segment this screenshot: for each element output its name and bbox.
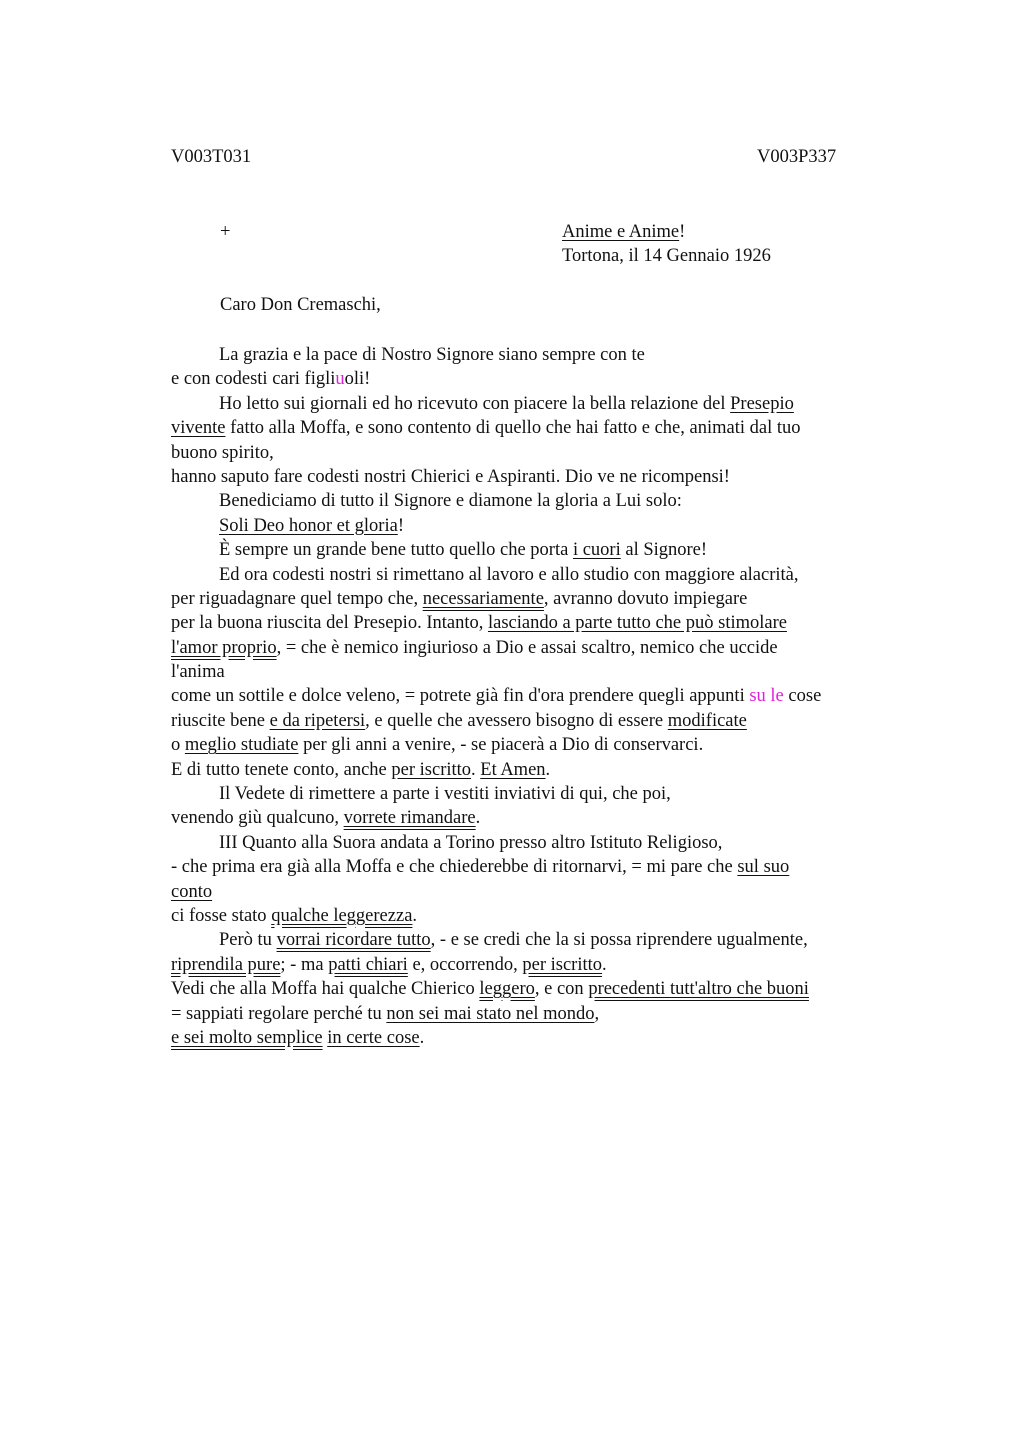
text-run: , = che è nemico ingiurioso a Dio e assai scaltro, nemico che uccide xyxy=(276,637,778,658)
text-run: Ed ora codesti nostri si rimettano al lavoro e allo studio con maggiore alacrità, xyxy=(219,564,799,585)
text-run: e, occorrendo, xyxy=(407,954,523,975)
text-run: . xyxy=(471,759,481,780)
body-line xyxy=(171,392,931,416)
document-code-left: V003T031 xyxy=(171,147,252,167)
body-line xyxy=(171,636,931,660)
underlined-text: meglio studiate xyxy=(184,735,299,756)
place-date: Tortona, il 14 Gennaio 1926 xyxy=(562,246,771,266)
text-run: . xyxy=(545,759,551,780)
text-run: . xyxy=(412,905,418,926)
body-line xyxy=(171,758,931,782)
text-run: ; - ma xyxy=(280,954,329,975)
text-run: cose xyxy=(783,686,822,707)
body-line xyxy=(171,806,931,830)
motto-exclamation: ! xyxy=(679,222,686,242)
body-line xyxy=(171,904,931,928)
text-run: Il Vedete di rimettere a parte i vestiti inviativi di qui, che poi, xyxy=(219,784,671,805)
salutation: Caro Don Cremaschi, xyxy=(220,295,381,315)
highlighted-text: su le xyxy=(749,686,784,707)
underlined-text: vorrete rimandare xyxy=(343,808,476,829)
body-line xyxy=(171,514,931,538)
text-run: . xyxy=(419,1027,425,1048)
body-line xyxy=(171,782,931,806)
underlined-text: per iscritto xyxy=(522,954,603,975)
body-line xyxy=(171,733,931,757)
underlined-text: patti chiari xyxy=(328,954,408,975)
cross-mark: + xyxy=(220,222,231,242)
highlighted-text: u xyxy=(335,369,345,390)
text-run: . xyxy=(475,808,481,829)
body-line xyxy=(171,587,931,611)
text-run: III Quanto alla Suora andata a Torino presso altro Istituto Religioso, xyxy=(219,832,723,853)
text-run: per riguadagnare quel tempo che, xyxy=(171,588,423,609)
underlined-text: necessariamente xyxy=(422,588,544,609)
body-line xyxy=(171,880,931,904)
body-line xyxy=(171,928,931,952)
text-run: La grazia e la pace di Nostro Signore siano sempre con te xyxy=(219,345,645,365)
underlined-text: l'amor proprio xyxy=(171,637,277,658)
text-run: , e con xyxy=(534,979,589,1000)
underlined-text: riprendila pure xyxy=(171,954,281,975)
text-run: ! xyxy=(397,515,404,536)
body-line xyxy=(171,1026,931,1050)
underlined-text: Soli Deo honor et gloria xyxy=(219,515,398,536)
letter-body xyxy=(171,343,931,1050)
underlined-text: e sei molto semplice xyxy=(171,1027,323,1048)
document-code-right: V003P337 xyxy=(757,147,837,167)
underlined-text: non sei mai stato nel mondo xyxy=(386,1003,595,1024)
text-run: oli! xyxy=(344,369,371,390)
body-line xyxy=(171,489,931,513)
text-run: ci fosse stato xyxy=(171,905,272,926)
text-run: l'anima xyxy=(171,662,225,683)
text-run: . xyxy=(602,954,607,975)
text-run: , xyxy=(594,1003,600,1024)
text-run: , avranno dovuto impiegare xyxy=(543,588,748,609)
text-run: per la buona riuscita del Presepio. Intanto, xyxy=(171,613,488,634)
underlined-text: vorrai ricordare tutto xyxy=(276,930,431,951)
motto-text: Anime e Anime xyxy=(562,222,680,242)
text-run: Però tu xyxy=(219,930,277,951)
body-line xyxy=(171,367,931,391)
body-line xyxy=(171,563,931,587)
body-line xyxy=(171,538,931,562)
text-run: È sempre un grande bene tutto quello che porta xyxy=(219,540,573,561)
body-line xyxy=(171,416,931,440)
underlined-text: modificate xyxy=(667,710,747,731)
text-run: , - e se credi che la si possa riprendere ugualmente, xyxy=(430,930,808,951)
underlined-text: precedenti tutt'altro che buoni xyxy=(588,979,809,1000)
text-run: venendo giù qualcuno, xyxy=(171,808,344,829)
text-run: fatto alla Moffa, e sono contento di quello che hai fatto e che, animati dal tuo xyxy=(225,418,801,439)
text-run: Benediciamo di tutto il Signore e diamone la gloria a Lui solo: xyxy=(219,491,682,512)
text-run: buono spirito, xyxy=(171,442,274,463)
text-run: , e quelle che avessero bisogno di essere xyxy=(365,710,668,731)
body-line xyxy=(171,441,931,465)
underlined-text: sul suo xyxy=(737,857,790,878)
body-line xyxy=(171,831,931,855)
underlined-text: conto xyxy=(171,881,213,902)
body-line xyxy=(171,660,931,684)
underlined-text: vivente xyxy=(171,418,226,439)
text-run: come un sottile e dolce veleno, = potrete già fin d'ora prendere quegli appunti xyxy=(171,686,750,707)
text-run: hanno saputo fare codesti nostri Chierici e Aspiranti. Dio ve ne ricompensi! xyxy=(171,466,730,487)
text-run: Vedi che alla Moffa hai qualche Chierico xyxy=(171,979,480,1000)
underlined-text: Presepio xyxy=(730,393,794,414)
underlined-text: qualche leggerezza xyxy=(271,905,413,926)
underlined-text: leggero xyxy=(479,979,535,1000)
body-line xyxy=(171,709,931,733)
text-run: e con codesti cari figli xyxy=(171,369,336,390)
text-run: riuscite bene xyxy=(171,710,270,731)
underlined-text: Et Amen xyxy=(480,759,546,780)
body-line xyxy=(171,343,931,367)
underlined-text: per iscritto xyxy=(391,759,472,780)
body-line xyxy=(171,855,931,879)
text-run: al Signore! xyxy=(620,540,708,561)
body-line xyxy=(171,465,931,489)
text-run: per gli anni a venire, - se piacerà a Dio di conservarci. xyxy=(298,735,704,756)
text-run: E di tutto tenete conto, anche xyxy=(171,759,392,780)
body-line xyxy=(171,684,931,708)
underlined-text: lasciando a parte tutto che può stimolare xyxy=(487,613,787,634)
text-run: - che prima era già alla Moffa e che chiederebbe di ritornarvi, = mi pare che xyxy=(171,857,738,878)
text-run: Ho letto sui giornali ed ho ricevuto con piacere la bella relazione del xyxy=(219,393,731,414)
body-line xyxy=(171,953,931,977)
letter-motto xyxy=(562,222,685,243)
underlined-text: in certe cose xyxy=(327,1027,420,1048)
underlined-text: e da ripetersi xyxy=(269,710,366,731)
underlined-text: i cuori xyxy=(572,540,621,561)
body-line xyxy=(171,977,931,1001)
text-run: o xyxy=(171,735,185,756)
body-line xyxy=(171,611,931,635)
body-line xyxy=(171,1002,931,1026)
text-run: = sappiati regolare perché tu xyxy=(171,1003,387,1024)
